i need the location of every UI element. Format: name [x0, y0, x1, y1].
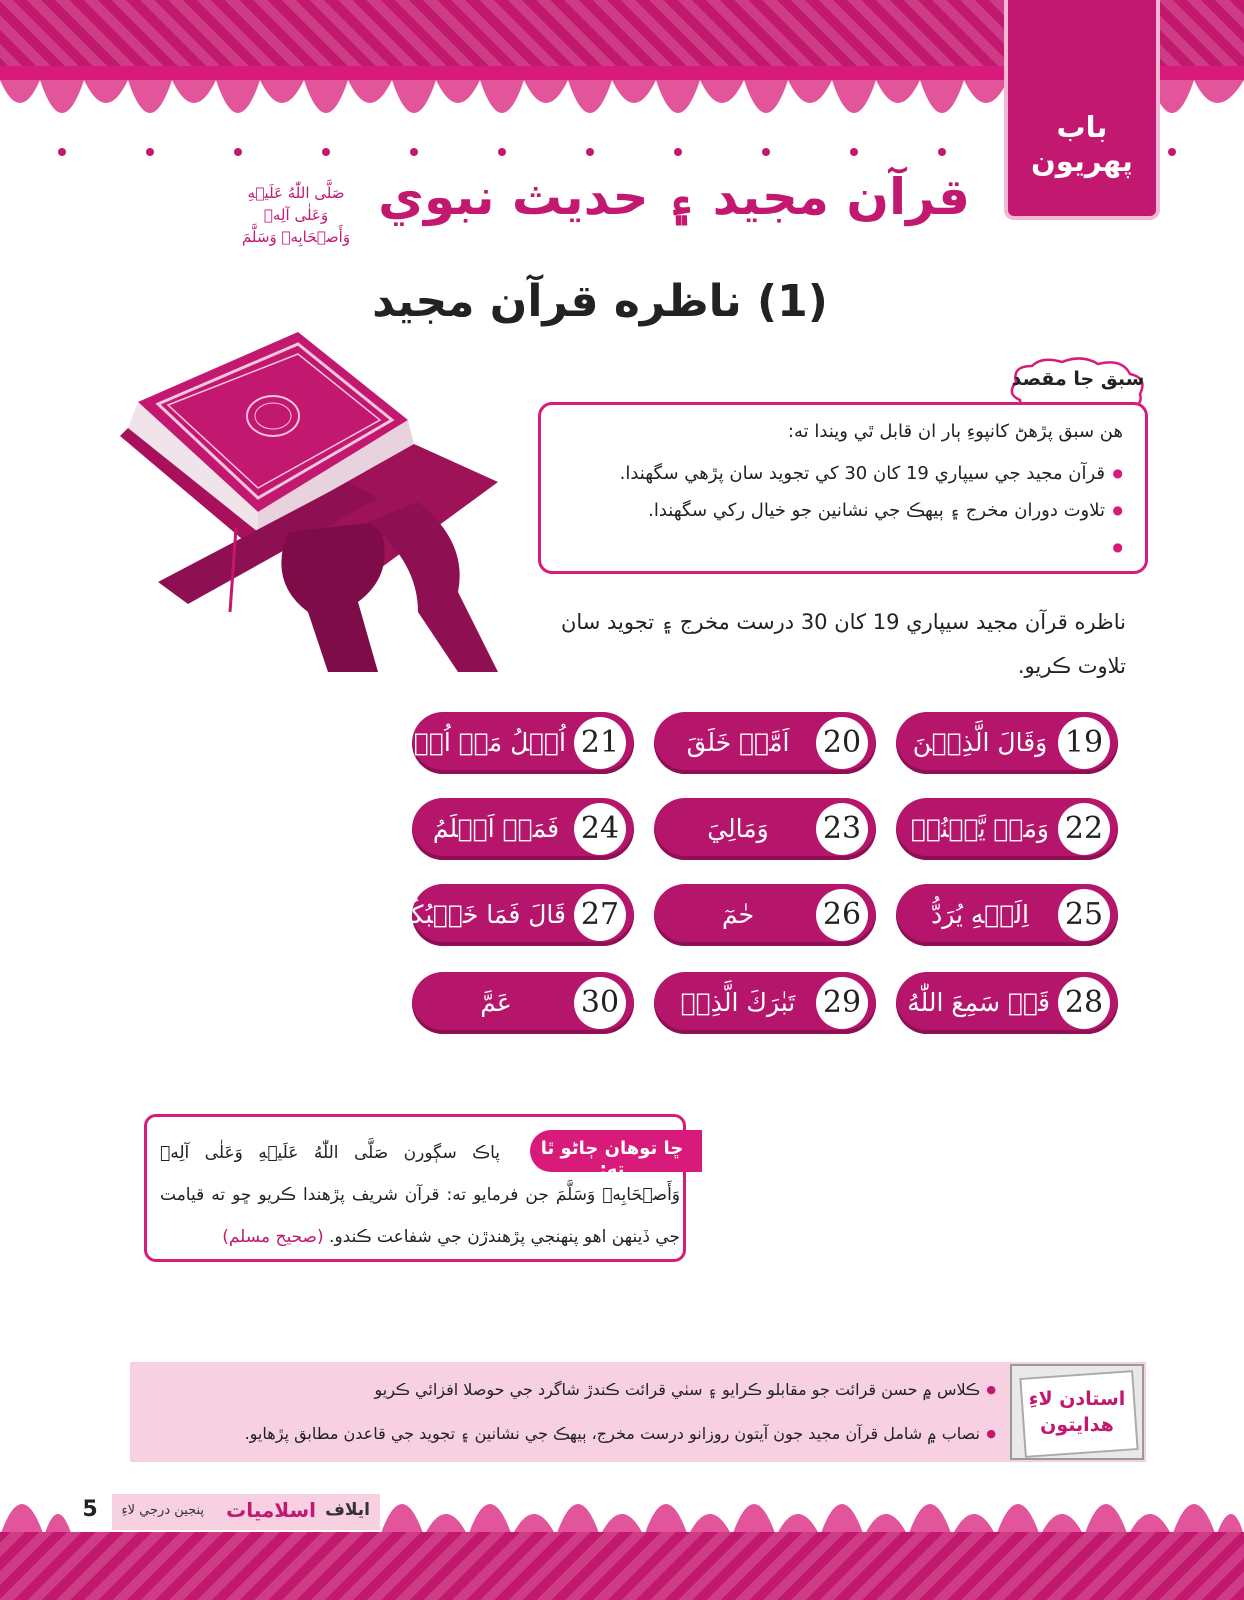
objective-item: ● تلاوت دوران مخرج ۽ ٻيهڪ جي نشانين جو خيال رکي سگهندا.	[561, 492, 1123, 529]
para-name: عَمَّ	[480, 988, 512, 1017]
honorific-text: صَلَّی اللّٰهُ عَلَيۡهِ وَعَلٰى آلِهٖ وَأَصۡحَابِهٖ وَسَلَّمَ	[241, 184, 351, 246]
hadith-text-block	[160, 1132, 680, 1258]
para-pill	[412, 972, 634, 1034]
para-number: 30	[574, 977, 626, 1029]
bottom-border-pattern	[0, 1532, 1244, 1600]
para-pill	[654, 712, 876, 774]
para-name: وَمَنۡ يَّقۡنُتۡ	[911, 814, 1049, 843]
para-number: 29	[816, 977, 868, 1029]
para-name: وَقَالَ الَّذِيۡنَ	[912, 728, 1048, 757]
para-name: اُتۡلُ مَاۤ اُوۡحِيَ	[377, 728, 566, 757]
teacher-guidance-item: ● نصاب ۾ شامل قرآن مجيد جون آيتون روزانو درست مخرج، ٻيهڪ جي نشانين ۽ تجويد جي قاعدن مطابق پڙهايو.	[146, 1412, 996, 1456]
page-number: 5	[70, 1490, 110, 1530]
quran-on-rehal-image	[118, 332, 518, 692]
para-number: 25	[1058, 889, 1110, 941]
series-name: ايلاف	[325, 1500, 370, 1520]
para-pill	[654, 798, 876, 860]
para-number: 24	[574, 803, 626, 855]
page-title: قرآن مجيد ۽ حديث نبوي	[378, 168, 970, 226]
objective-tag-label: سبق جا مقصد	[1011, 368, 1145, 390]
teacher-guidance-list	[146, 1368, 996, 1456]
teacher-badge	[1010, 1364, 1144, 1460]
para-pill	[412, 798, 634, 860]
lesson-title: (1) ناظره قرآن مجيد	[372, 276, 828, 327]
teacher-badge-label: استادن لاءِ هدايتون	[1028, 1388, 1126, 1436]
para-pill	[654, 884, 876, 946]
objectives-box	[538, 402, 1148, 574]
para-number: 20	[816, 717, 868, 769]
objectives-intro: هن سبق پڙهڻ کانپوءِ ٻار ان قابل ٿي ويندا ته:	[787, 421, 1123, 442]
para-pill	[896, 972, 1118, 1034]
chapter-label: باب پهريون	[1031, 110, 1133, 178]
para-name: اِلَيۡهِ يُرَدُّ	[931, 900, 1029, 929]
para-number: 23	[816, 803, 868, 855]
para-pill	[377, 712, 634, 774]
para-number: 21	[574, 717, 626, 769]
para-name: قَدۡ سَمِعَ اللّٰهُ	[907, 988, 1050, 1017]
para-pill	[896, 884, 1118, 946]
para-number: 26	[816, 889, 868, 941]
objectives-list	[561, 455, 1123, 566]
teacher-guidance-strip	[130, 1362, 1146, 1462]
para-name: تَبٰرَكَ الَّذِيۡ	[680, 988, 796, 1017]
para-number: 27	[574, 889, 626, 941]
para-pill	[381, 884, 634, 946]
para-pill	[896, 712, 1118, 774]
teacher-guidance-item: ● ڪلاس ۾ حسن قرائت جو مقابلو ڪرايو ۽ سٺي قرائت ڪندڙ شاگرد جي حوصلا افزائي ڪريو	[146, 1368, 996, 1412]
did-you-know-label: ڇا توهان ڄاڻو ٿا ته:	[540, 1138, 684, 1180]
footer-series-box	[112, 1494, 380, 1530]
para-name: قَالَ فَمَا خَطۡبُكُمۡ	[381, 900, 566, 929]
para-name: وَمَالِيَ	[707, 814, 769, 843]
hadith-reference: (صحيح مسلم)	[222, 1227, 324, 1247]
para-pill	[896, 798, 1118, 860]
chapter-tab	[1004, 0, 1160, 220]
hadith-text: پاڪ سڳورن صَلَّی اللّٰهُ عَلَيۡهِ وَعَلٰى آلِهٖ وَأَصۡحَابِهٖ وَسَلَّمَ جن فرمايو ته: قرآن شريف پڙهندا ڪريو ڇو ته قيامت جي ڏينهن اهو پنهنجي پڙهندڙن جي شفاعت ڪندو.	[160, 1143, 680, 1247]
subject-name: اسلاميات	[226, 1498, 316, 1522]
para-name: فَمَنۡ اَظۡلَمُ	[432, 814, 560, 843]
para-pill	[654, 972, 876, 1034]
objective-item	[561, 529, 1123, 566]
grade-label: پنجين درجي لاءِ	[121, 1503, 204, 1518]
para-number: 22	[1058, 803, 1110, 855]
para-number: 19	[1058, 717, 1110, 769]
objective-item: ● قرآن مجيد جي سيپاري 19 کان 30 کي تجويد سان پڙهي سگهندا.	[561, 455, 1123, 492]
para-number: 28	[1058, 977, 1110, 1029]
recitation-instruction: ناظره قرآن مجيد سيپاري 19 کان 30 درست مخرج ۽ تجويد سان تلاوت ڪريو.	[560, 610, 1126, 678]
para-name: حٰمٓ	[721, 900, 755, 929]
para-name: اَمَّنۡ خَلَقَ	[686, 728, 790, 757]
